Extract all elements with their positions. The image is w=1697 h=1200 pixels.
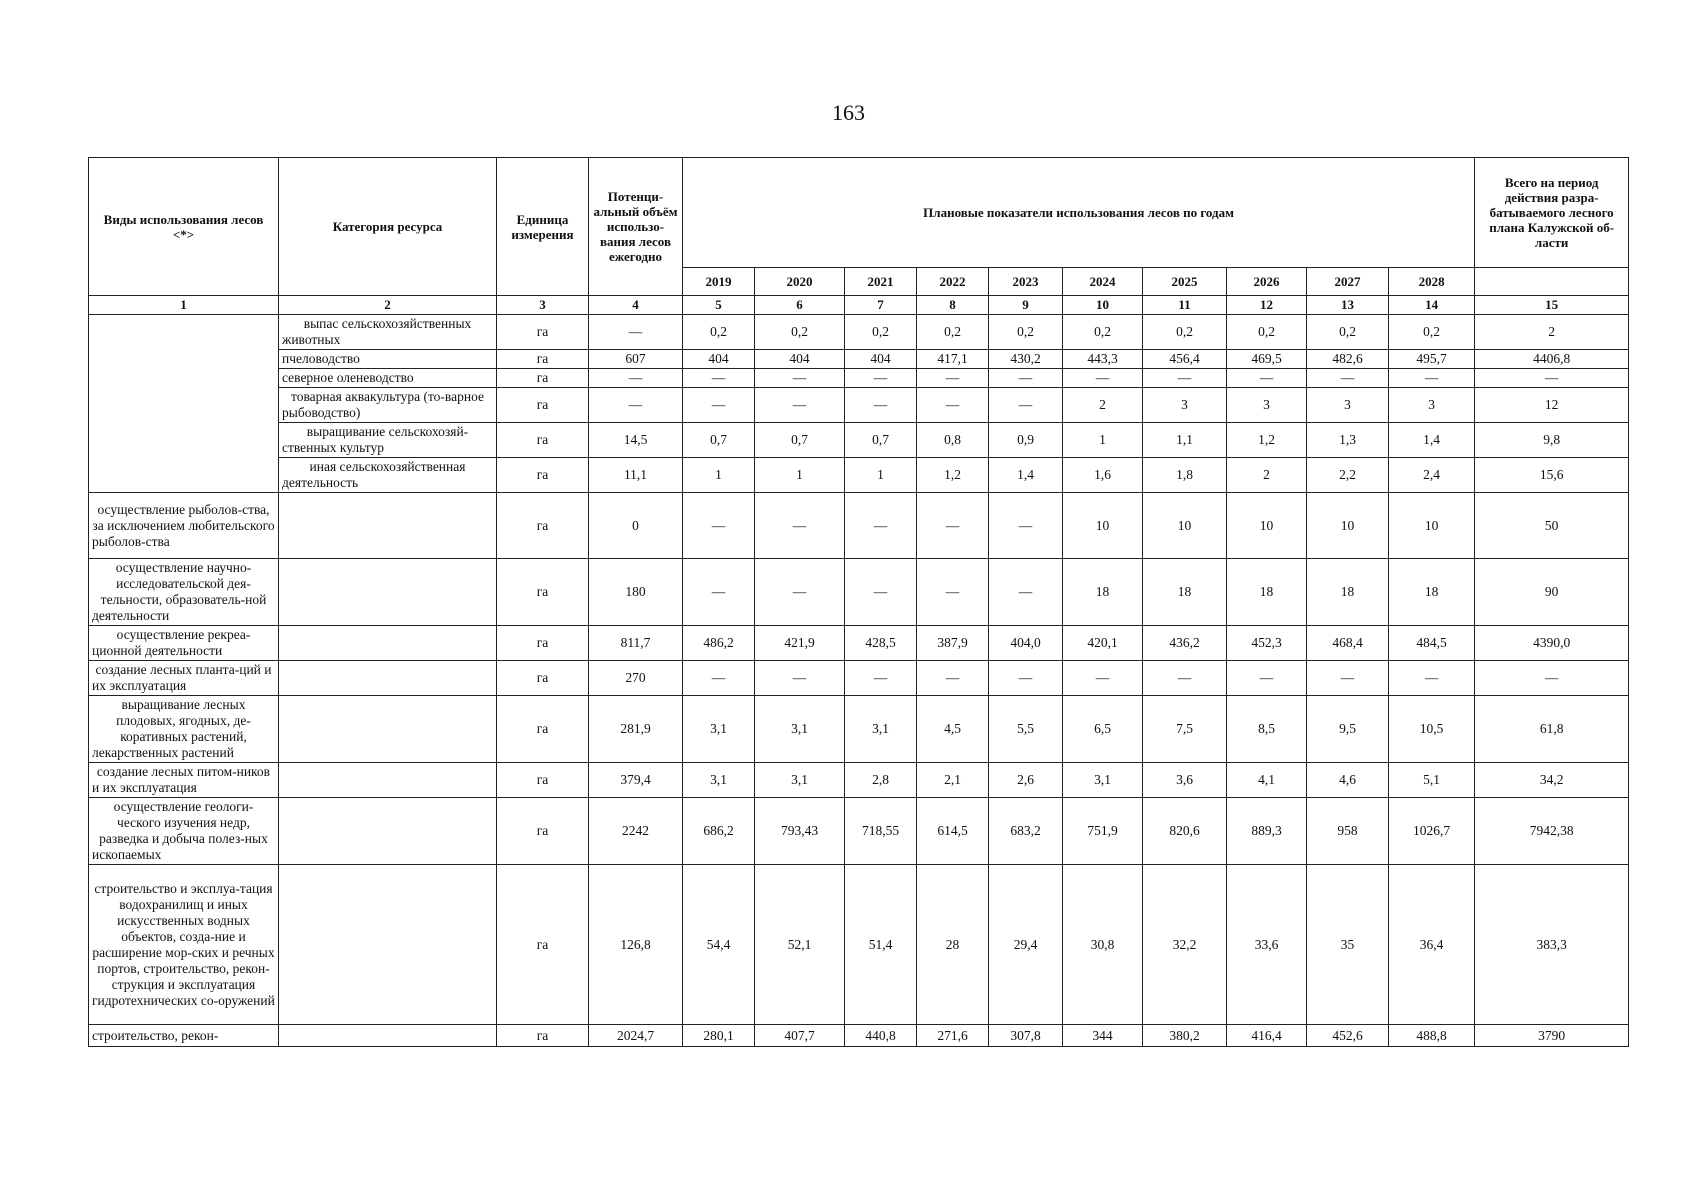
cell-year-value: 452,6 xyxy=(1307,1025,1389,1047)
header-year: 2019 xyxy=(683,268,755,296)
table-row xyxy=(89,1025,1629,1047)
cell-category xyxy=(279,763,497,798)
cell-potential: 14,5 xyxy=(589,423,683,458)
cell-potential: 281,9 xyxy=(589,696,683,763)
cell-year-value: 30,8 xyxy=(1063,865,1143,1025)
cell-category xyxy=(279,696,497,763)
cell-year-value: 1,2 xyxy=(917,458,989,493)
cell-year-value: 0,2 xyxy=(1307,315,1389,350)
cell-year-value: 751,9 xyxy=(1063,798,1143,865)
cell-year-value: 0,2 xyxy=(1063,315,1143,350)
cell-year-value: 820,6 xyxy=(1143,798,1227,865)
cell-year-value: — xyxy=(989,493,1063,559)
table-row xyxy=(89,763,1629,798)
forest-use-table xyxy=(88,157,1629,1047)
cell-potential: 180 xyxy=(589,559,683,626)
cell-potential: 0 xyxy=(589,493,683,559)
cell-potential: 2024,7 xyxy=(589,1025,683,1047)
cell-year-value: 3,6 xyxy=(1143,763,1227,798)
table-row xyxy=(89,315,1629,350)
cell-year-value: — xyxy=(1143,369,1227,388)
column-number: 6 xyxy=(755,296,845,315)
cell-year-value: 4,1 xyxy=(1227,763,1307,798)
cell-unit: га xyxy=(497,369,589,388)
cell-year-value: — xyxy=(683,369,755,388)
cell-year-value: 8,5 xyxy=(1227,696,1307,763)
cell-year-value: 889,3 xyxy=(1227,798,1307,865)
cell-year-value: 718,55 xyxy=(845,798,917,865)
cell-year-value: 488,8 xyxy=(1389,1025,1475,1047)
cell-year-value: 2,4 xyxy=(1389,458,1475,493)
cell-year-value: 18 xyxy=(1143,559,1227,626)
cell-kind: осуществление геологи-ческого изучения недр, разведка и добыча полез-ных ископаемых xyxy=(89,798,279,865)
cell-year-value: 18 xyxy=(1063,559,1143,626)
cell-year-value: 29,4 xyxy=(989,865,1063,1025)
cell-total: — xyxy=(1475,369,1629,388)
cell-year-value: 0,2 xyxy=(845,315,917,350)
cell-year-value: 2,1 xyxy=(917,763,989,798)
cell-year-value: 7,5 xyxy=(1143,696,1227,763)
cell-year-value: 3,1 xyxy=(755,763,845,798)
cell-kind: осуществление научно-исследовательской дея-тельности, образователь-ной деятельности xyxy=(89,559,279,626)
cell-category: выращивание сельскохозяй-ственных культур xyxy=(279,423,497,458)
cell-potential: 379,4 xyxy=(589,763,683,798)
cell-year-value: 52,1 xyxy=(755,865,845,1025)
table-row xyxy=(89,626,1629,661)
cell-potential: 270 xyxy=(589,661,683,696)
cell-year-value: 683,2 xyxy=(989,798,1063,865)
cell-year-value: 9,5 xyxy=(1307,696,1389,763)
header-category: Категория ресурса xyxy=(279,158,497,296)
cell-category xyxy=(279,559,497,626)
cell-year-value: 36,4 xyxy=(1389,865,1475,1025)
cell-year-value: 4,5 xyxy=(917,696,989,763)
cell-unit: га xyxy=(497,696,589,763)
cell-category xyxy=(279,493,497,559)
cell-year-value: 1,1 xyxy=(1143,423,1227,458)
cell-year-value: 404 xyxy=(845,350,917,369)
cell-year-value: — xyxy=(683,388,755,423)
cell-year-value: 0,2 xyxy=(1227,315,1307,350)
cell-total: 9,8 xyxy=(1475,423,1629,458)
cell-potential: — xyxy=(589,369,683,388)
cell-total: 12 xyxy=(1475,388,1629,423)
cell-year-value: 420,1 xyxy=(1063,626,1143,661)
cell-year-value: 387,9 xyxy=(917,626,989,661)
cell-year-value: 10 xyxy=(1389,493,1475,559)
cell-year-value: 51,4 xyxy=(845,865,917,1025)
cell-year-value: — xyxy=(917,369,989,388)
cell-potential: 2242 xyxy=(589,798,683,865)
cell-year-value: — xyxy=(845,493,917,559)
cell-year-value: — xyxy=(1227,369,1307,388)
cell-year-value: 3 xyxy=(1389,388,1475,423)
column-number: 9 xyxy=(989,296,1063,315)
cell-year-value: — xyxy=(917,493,989,559)
cell-year-value: 1,4 xyxy=(1389,423,1475,458)
header-year: 2025 xyxy=(1143,268,1227,296)
cell-year-value: 0,2 xyxy=(755,315,845,350)
cell-year-value: — xyxy=(845,369,917,388)
cell-year-value: — xyxy=(1143,661,1227,696)
header-year: 2028 xyxy=(1389,268,1475,296)
header-plan: Плановые показатели использования лесов по годам xyxy=(683,158,1475,268)
cell-total: 4406,8 xyxy=(1475,350,1629,369)
cell-year-value: — xyxy=(755,661,845,696)
cell-year-value: — xyxy=(917,559,989,626)
header-year: 2024 xyxy=(1063,268,1143,296)
cell-kind: осуществление рекреа-ционной деятельности xyxy=(89,626,279,661)
header-year: 2027 xyxy=(1307,268,1389,296)
cell-year-value: — xyxy=(683,661,755,696)
cell-category xyxy=(279,1025,497,1047)
cell-unit: га xyxy=(497,661,589,696)
cell-year-value: — xyxy=(755,369,845,388)
column-number: 1 xyxy=(89,296,279,315)
cell-year-value: — xyxy=(1389,369,1475,388)
cell-year-value: 3,1 xyxy=(1063,763,1143,798)
column-number: 10 xyxy=(1063,296,1143,315)
cell-year-value: — xyxy=(917,388,989,423)
cell-year-value: 430,2 xyxy=(989,350,1063,369)
header-total: Всего на период действия разра-батываемого лесного плана Калужской об-ласти xyxy=(1475,158,1629,268)
column-number: 13 xyxy=(1307,296,1389,315)
cell-year-value: 10 xyxy=(1227,493,1307,559)
cell-year-value: 468,4 xyxy=(1307,626,1389,661)
cell-year-value: 482,6 xyxy=(1307,350,1389,369)
table-row xyxy=(89,559,1629,626)
header-year: 2026 xyxy=(1227,268,1307,296)
cell-year-value: 1 xyxy=(845,458,917,493)
table-row xyxy=(89,661,1629,696)
cell-kind xyxy=(89,315,279,493)
column-number: 8 xyxy=(917,296,989,315)
cell-year-value: 793,43 xyxy=(755,798,845,865)
cell-year-value: 2,2 xyxy=(1307,458,1389,493)
cell-year-value: 32,2 xyxy=(1143,865,1227,1025)
cell-year-value: 1026,7 xyxy=(1389,798,1475,865)
cell-year-value: 4,6 xyxy=(1307,763,1389,798)
cell-potential: 607 xyxy=(589,350,683,369)
column-number: 3 xyxy=(497,296,589,315)
cell-unit: га xyxy=(497,493,589,559)
cell-year-value: 3 xyxy=(1307,388,1389,423)
table-row xyxy=(89,696,1629,763)
cell-total: 50 xyxy=(1475,493,1629,559)
cell-year-value: 469,5 xyxy=(1227,350,1307,369)
cell-unit: га xyxy=(497,763,589,798)
table-row xyxy=(89,388,1629,423)
cell-year-value: 3,1 xyxy=(683,696,755,763)
header-year: 2021 xyxy=(845,268,917,296)
header-year: 2023 xyxy=(989,268,1063,296)
cell-year-value: 280,1 xyxy=(683,1025,755,1047)
header-unit: Единица измерения xyxy=(497,158,589,296)
cell-unit: га xyxy=(497,798,589,865)
cell-year-value: 3,1 xyxy=(755,696,845,763)
cell-year-value: — xyxy=(989,661,1063,696)
column-number: 12 xyxy=(1227,296,1307,315)
header-potential: Потенци-альный объём использо-вания лесов ежегодно xyxy=(589,158,683,296)
cell-year-value: 1,6 xyxy=(1063,458,1143,493)
cell-year-value: 5,1 xyxy=(1389,763,1475,798)
cell-year-value: 344 xyxy=(1063,1025,1143,1047)
cell-kind: строительство и эксплуа-тация водохранилищ и иных искусственных водных объектов, созда-ние и расширение мор-ских и речных портов, строительство, рекон-струкция и эксплуатация гидротехнических со-оружений xyxy=(89,865,279,1025)
cell-year-value: — xyxy=(989,369,1063,388)
cell-category xyxy=(279,798,497,865)
cell-year-value: 10 xyxy=(1063,493,1143,559)
cell-year-value: 416,4 xyxy=(1227,1025,1307,1047)
cell-year-value: 404,0 xyxy=(989,626,1063,661)
cell-year-value: 54,4 xyxy=(683,865,755,1025)
cell-unit: га xyxy=(497,423,589,458)
cell-unit: га xyxy=(497,626,589,661)
cell-year-value: 456,4 xyxy=(1143,350,1227,369)
cell-year-value: — xyxy=(755,493,845,559)
cell-year-value: 18 xyxy=(1307,559,1389,626)
cell-year-value: 0,7 xyxy=(683,423,755,458)
cell-potential: 811,7 xyxy=(589,626,683,661)
cell-total: 90 xyxy=(1475,559,1629,626)
cell-year-value: — xyxy=(845,388,917,423)
cell-kind: создание лесных планта-ций и их эксплуатация xyxy=(89,661,279,696)
cell-year-value: 10 xyxy=(1143,493,1227,559)
cell-category: пчеловодство xyxy=(279,350,497,369)
table-row xyxy=(89,798,1629,865)
cell-year-value: — xyxy=(1227,661,1307,696)
cell-year-value: 428,5 xyxy=(845,626,917,661)
table-row xyxy=(89,423,1629,458)
cell-year-value: — xyxy=(755,388,845,423)
cell-total: 34,2 xyxy=(1475,763,1629,798)
cell-year-value: 1 xyxy=(1063,423,1143,458)
cell-category: северное оленеводство xyxy=(279,369,497,388)
cell-total: 7942,38 xyxy=(1475,798,1629,865)
table-row xyxy=(89,865,1629,1025)
cell-kind: строительство, рекон- xyxy=(89,1025,279,1047)
cell-category xyxy=(279,626,497,661)
header-total-empty xyxy=(1475,268,1629,296)
cell-year-value: 0,2 xyxy=(1389,315,1475,350)
cell-year-value: 614,5 xyxy=(917,798,989,865)
cell-year-value: 0,2 xyxy=(683,315,755,350)
cell-year-value: 18 xyxy=(1389,559,1475,626)
cell-year-value: — xyxy=(989,388,1063,423)
cell-potential: 126,8 xyxy=(589,865,683,1025)
cell-unit: га xyxy=(497,350,589,369)
cell-total: 61,8 xyxy=(1475,696,1629,763)
cell-year-value: 0,9 xyxy=(989,423,1063,458)
cell-year-value: 440,8 xyxy=(845,1025,917,1047)
cell-unit: га xyxy=(497,865,589,1025)
cell-potential: — xyxy=(589,315,683,350)
cell-year-value: 307,8 xyxy=(989,1025,1063,1047)
column-number: 11 xyxy=(1143,296,1227,315)
cell-year-value: — xyxy=(1307,661,1389,696)
cell-year-value: 421,9 xyxy=(755,626,845,661)
header-kind: Виды использования лесов <*> xyxy=(89,158,279,296)
cell-year-value: 33,6 xyxy=(1227,865,1307,1025)
cell-year-value: 2,8 xyxy=(845,763,917,798)
column-number: 2 xyxy=(279,296,497,315)
cell-year-value: 2 xyxy=(1063,388,1143,423)
cell-unit: га xyxy=(497,315,589,350)
cell-year-value: 5,5 xyxy=(989,696,1063,763)
column-number: 5 xyxy=(683,296,755,315)
table-row xyxy=(89,493,1629,559)
cell-year-value: 686,2 xyxy=(683,798,755,865)
cell-year-value: 1 xyxy=(755,458,845,493)
header-year: 2022 xyxy=(917,268,989,296)
cell-unit: га xyxy=(497,1025,589,1047)
cell-year-value: 0,7 xyxy=(755,423,845,458)
cell-year-value: — xyxy=(755,559,845,626)
cell-kind: выращивание лесных плодовых, ягодных, де-коративных растений, лекарственных растений xyxy=(89,696,279,763)
cell-category xyxy=(279,661,497,696)
cell-total: 15,6 xyxy=(1475,458,1629,493)
column-number: 7 xyxy=(845,296,917,315)
cell-year-value: 1,8 xyxy=(1143,458,1227,493)
cell-year-value: 35 xyxy=(1307,865,1389,1025)
cell-year-value: 0,8 xyxy=(917,423,989,458)
cell-year-value: 2,6 xyxy=(989,763,1063,798)
cell-unit: га xyxy=(497,559,589,626)
column-number: 14 xyxy=(1389,296,1475,315)
cell-year-value: 3 xyxy=(1143,388,1227,423)
cell-total: — xyxy=(1475,661,1629,696)
cell-year-value: — xyxy=(1063,369,1143,388)
cell-year-value: — xyxy=(683,493,755,559)
cell-year-value: 486,2 xyxy=(683,626,755,661)
cell-year-value: 417,1 xyxy=(917,350,989,369)
cell-year-value: 10 xyxy=(1307,493,1389,559)
cell-total: 2 xyxy=(1475,315,1629,350)
cell-year-value: 407,7 xyxy=(755,1025,845,1047)
cell-unit: га xyxy=(497,458,589,493)
cell-year-value: 443,3 xyxy=(1063,350,1143,369)
cell-year-value: 958 xyxy=(1307,798,1389,865)
cell-kind: осуществление рыболов-ства, за исключением любительского рыболов-ства xyxy=(89,493,279,559)
column-number: 15 xyxy=(1475,296,1629,315)
cell-year-value: 2 xyxy=(1227,458,1307,493)
cell-year-value: — xyxy=(1307,369,1389,388)
cell-category xyxy=(279,865,497,1025)
cell-year-value: — xyxy=(845,559,917,626)
cell-potential: 11,1 xyxy=(589,458,683,493)
cell-year-value: 436,2 xyxy=(1143,626,1227,661)
cell-year-value: — xyxy=(917,661,989,696)
cell-year-value: — xyxy=(1389,661,1475,696)
cell-year-value: 452,3 xyxy=(1227,626,1307,661)
cell-total: 3790 xyxy=(1475,1025,1629,1047)
cell-year-value: 3 xyxy=(1227,388,1307,423)
table-row xyxy=(89,458,1629,493)
cell-year-value: 18 xyxy=(1227,559,1307,626)
cell-year-value: 484,5 xyxy=(1389,626,1475,661)
cell-kind: создание лесных питом-ников и их эксплуатация xyxy=(89,763,279,798)
cell-year-value: — xyxy=(845,661,917,696)
cell-category: иная сельскохозяйственная деятельность xyxy=(279,458,497,493)
cell-year-value: 404 xyxy=(755,350,845,369)
cell-total: 4390,0 xyxy=(1475,626,1629,661)
cell-year-value: 3,1 xyxy=(845,696,917,763)
column-number-row xyxy=(89,296,1629,315)
cell-year-value: 10,5 xyxy=(1389,696,1475,763)
cell-year-value: 0,7 xyxy=(845,423,917,458)
cell-year-value: 3,1 xyxy=(683,763,755,798)
cell-year-value: 1,3 xyxy=(1307,423,1389,458)
cell-year-value: 0,2 xyxy=(917,315,989,350)
table-row xyxy=(89,350,1629,369)
cell-category: выпас сельскохозяйственных животных xyxy=(279,315,497,350)
table-row xyxy=(89,369,1629,388)
cell-unit: га xyxy=(497,388,589,423)
cell-year-value: 0,2 xyxy=(989,315,1063,350)
cell-year-value: 1,4 xyxy=(989,458,1063,493)
column-number: 4 xyxy=(589,296,683,315)
cell-total: 383,3 xyxy=(1475,865,1629,1025)
cell-year-value: — xyxy=(989,559,1063,626)
cell-year-value: 1,2 xyxy=(1227,423,1307,458)
cell-year-value: 1 xyxy=(683,458,755,493)
cell-year-value: 495,7 xyxy=(1389,350,1475,369)
cell-potential: — xyxy=(589,388,683,423)
cell-year-value: 6,5 xyxy=(1063,696,1143,763)
cell-category: товарная аквакультура (то-варное рыбоводство) xyxy=(279,388,497,423)
cell-year-value: 0,2 xyxy=(1143,315,1227,350)
cell-year-value: 380,2 xyxy=(1143,1025,1227,1047)
page-number: 163 xyxy=(832,100,865,125)
cell-year-value: — xyxy=(683,559,755,626)
cell-year-value: — xyxy=(1063,661,1143,696)
header-year: 2020 xyxy=(755,268,845,296)
cell-year-value: 271,6 xyxy=(917,1025,989,1047)
cell-year-value: 404 xyxy=(683,350,755,369)
cell-year-value: 28 xyxy=(917,865,989,1025)
